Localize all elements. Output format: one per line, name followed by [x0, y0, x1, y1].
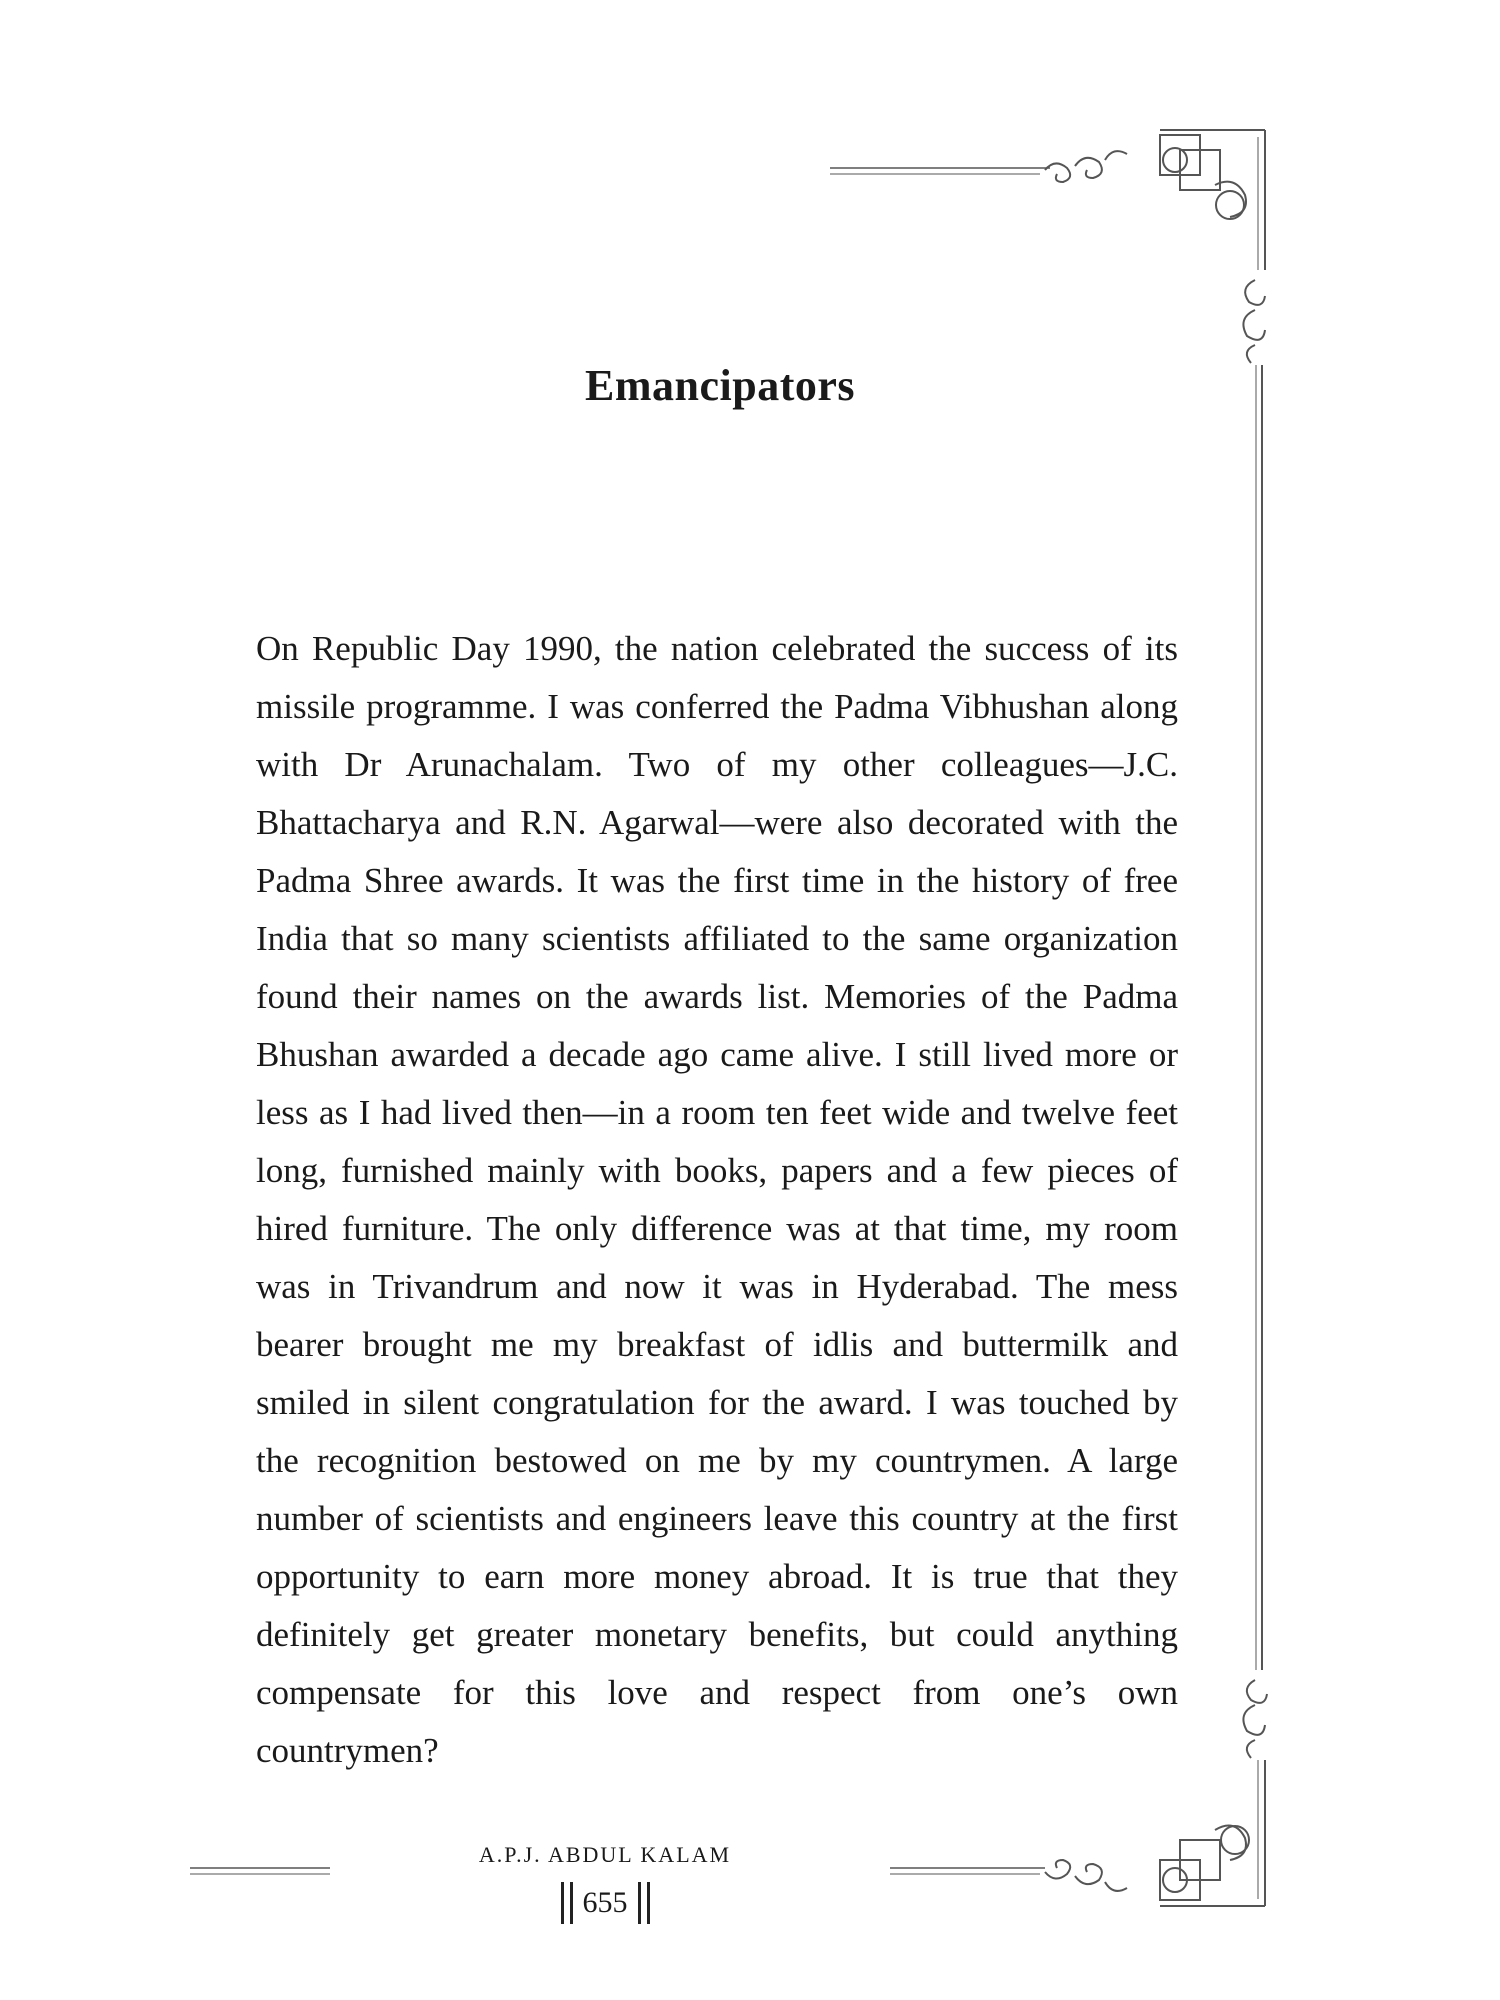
body-paragraph: On Republic Day 1990, the nation celebrated the success of its missile programme. I was conferred the Padma Vibhushan along with Dr Arunachalam. Two of my other colleagues—J.C. Bhattacharya and R.N. Agarwal—were also decorated with the Padma Shree awards. It was the first time in the history of free India that so many scientists affiliated to the same organization found their names on the awards list. Memories of the Padma Bhushan awarded a decade ago came alive. I still lived more or less as I had lived then—in a room ten feet wide and twelve feet long, furnished mainly with books, papers and a few pieces of hired furniture. The only difference was at that time, my room was in Trivandrum and now it was in Hyderabad. The mess bearer brought me my breakfast of idlis and buttermilk and smiled in silent congratulation for the award. I was touched by the recognition bestowed on me by my countrymen. A large number of scientists and engineers leave this country at the first opportunity to earn more money abroad. It is true that they definitely get greater monetary benefits, but could anything compensate for this love and respect from one’s own countrymen? — [256, 629, 1178, 1770]
chapter-title: Emancipators — [585, 361, 855, 410]
running-footer-author: A.P.J. ABDUL KALAM — [478, 1842, 732, 1867]
double-bar-ornament-right — [638, 1882, 650, 1924]
page-number-block — [540, 1875, 670, 1931]
page-number: 655 — [582, 1886, 628, 1919]
double-bar-ornament-left — [561, 1882, 573, 1924]
